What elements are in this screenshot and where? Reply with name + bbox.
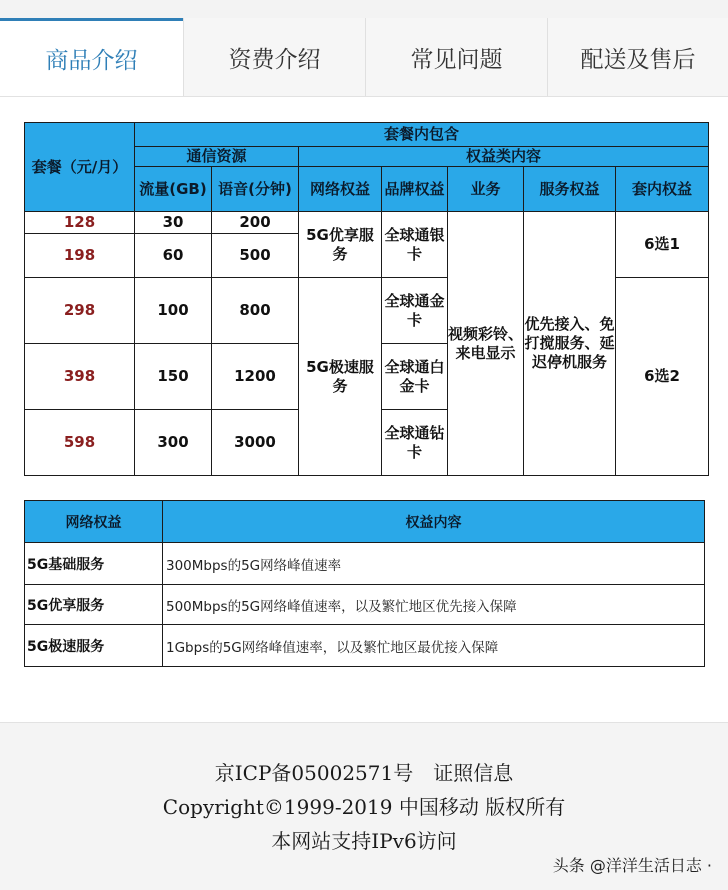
business-cell: 视频彩铃、来电显示 bbox=[448, 212, 524, 476]
net-header-content: 权益内容 bbox=[163, 501, 705, 543]
price-cell: 298 bbox=[25, 278, 135, 344]
header-data: 流量(GB) bbox=[135, 167, 212, 212]
tab-bar bbox=[0, 0, 728, 96]
tab-faq[interactable]: 常见问题 bbox=[365, 18, 547, 96]
net-row-content: 500Mbps的5G网络峰值速率，以及繁忙地区优先接入保障 bbox=[163, 585, 705, 625]
network-rights-table bbox=[24, 500, 705, 667]
header-inpkg: 套内权益 bbox=[616, 167, 709, 212]
network-right-cell: 5G极速服务 bbox=[299, 278, 382, 476]
brand-right-cell: 全球通银卡 bbox=[382, 212, 448, 278]
voice-cell: 800 bbox=[212, 278, 299, 344]
footer-icp[interactable]: 京ICP备05002571号 证照信息 bbox=[214, 761, 514, 785]
price-cell: 598 bbox=[25, 410, 135, 476]
voice-cell: 3000 bbox=[212, 410, 299, 476]
tab-delivery-after-sale[interactable]: 配送及售后 bbox=[547, 18, 728, 96]
brand-right-cell: 全球通白金卡 bbox=[382, 344, 448, 410]
net-row-content: 1Gbps的5G网络峰值速率，以及繁忙地区最优接入保障 bbox=[163, 625, 705, 667]
net-row-name: 5G极速服务 bbox=[25, 625, 163, 667]
tab-divider bbox=[0, 96, 728, 97]
net-row-content: 300Mbps的5G网络峰值速率 bbox=[163, 543, 705, 585]
price-cell: 198 bbox=[25, 234, 135, 278]
voice-cell: 200 bbox=[212, 212, 299, 234]
data-cell: 300 bbox=[135, 410, 212, 476]
header-brand: 品牌权益 bbox=[382, 167, 448, 212]
footer bbox=[0, 722, 728, 890]
header-included: 套餐内包含 bbox=[135, 123, 709, 147]
header-rights: 权益类内容 bbox=[299, 147, 709, 167]
header-comm: 通信资源 bbox=[135, 147, 299, 167]
footer-copyright: Copyright©1999-2019 中国移动 版权所有 bbox=[162, 795, 566, 819]
data-cell: 30 bbox=[135, 212, 212, 234]
inpkg-cell: 6选2 bbox=[616, 278, 709, 476]
data-cell: 60 bbox=[135, 234, 212, 278]
net-row-name: 5G优享服务 bbox=[25, 585, 163, 625]
header-business: 业务 bbox=[448, 167, 524, 212]
inpkg-cell: 6选1 bbox=[616, 212, 709, 278]
net-header-name: 网络权益 bbox=[25, 501, 163, 543]
network-right-cell: 5G优享服务 bbox=[299, 212, 382, 278]
header-service: 服务权益 bbox=[524, 167, 616, 212]
tab-product-intro[interactable]: 商品介绍 bbox=[0, 18, 183, 96]
net-row-name: 5G基础服务 bbox=[25, 543, 163, 585]
data-cell: 150 bbox=[135, 344, 212, 410]
header-package: 套餐（元/月） bbox=[25, 123, 135, 212]
price-cell: 128 bbox=[25, 212, 135, 234]
footer-ipv6: 本网站支持IPv6访问 bbox=[271, 829, 457, 853]
brand-right-cell: 全球通金卡 bbox=[382, 278, 448, 344]
header-voice: 语音(分钟) bbox=[212, 167, 299, 212]
brand-right-cell: 全球通钻卡 bbox=[382, 410, 448, 476]
data-cell: 100 bbox=[135, 278, 212, 344]
header-network: 网络权益 bbox=[299, 167, 382, 212]
voice-cell: 500 bbox=[212, 234, 299, 278]
tab-fee-intro[interactable]: 资费介绍 bbox=[183, 18, 365, 96]
watermark: 头条 @洋洋生活日志 · bbox=[552, 856, 712, 875]
voice-cell: 1200 bbox=[212, 344, 299, 410]
service-cell: 优先接入、免打搅服务、延迟停机服务 bbox=[524, 212, 616, 476]
price-cell: 398 bbox=[25, 344, 135, 410]
package-table bbox=[24, 122, 709, 476]
